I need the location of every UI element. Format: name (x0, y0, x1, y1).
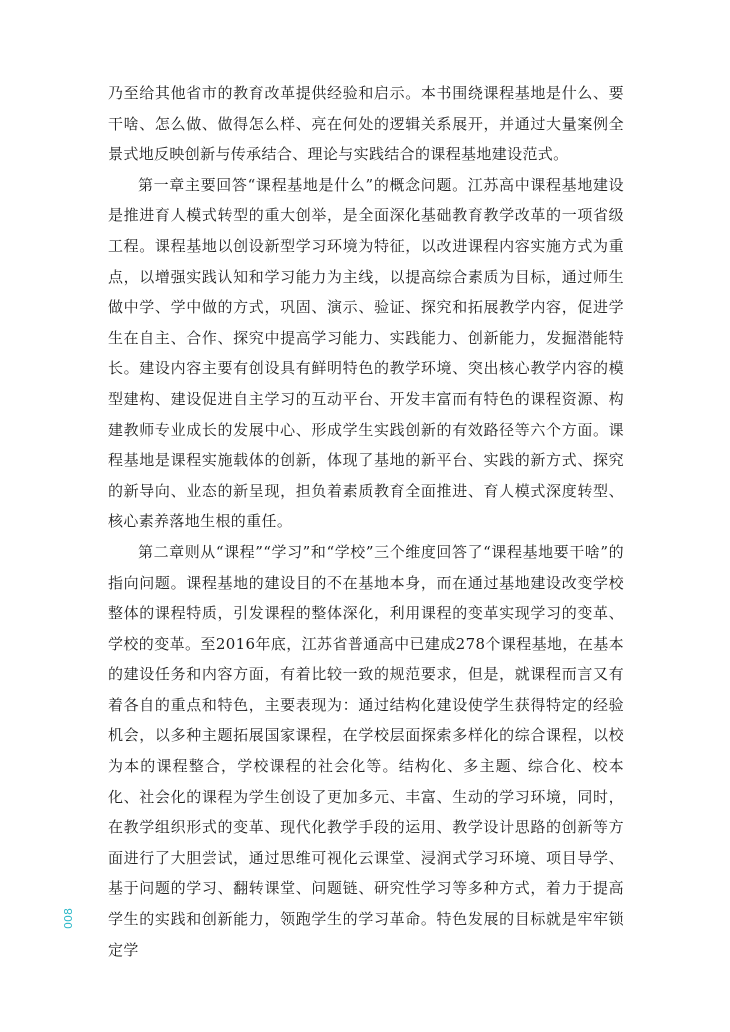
paragraph-chapter-two: 第二章则从“课程”“学习”和“学校”三个维度回答了“课程基地要干啥”的指向问题。课程基地的建设目的不在基地本身，而在通过基地建设改变学校整体的课程特质，引发课程的整体深化，利用课程的变革实现学习的变革、学校的变革。至2016年底，江苏省普通高中已建成278个课程基地，在基本的建设任务和内容方面，有着比较一致的规范要求，但是，就课程而言又有着各自的重点和特色，主要表现为：通过结构化建设使学生获得特定的经验机会，以多种主题拓展国家课程，在学校层面探索多样化的综合课程，以校为本的课程整合，学校课程的社会化等。结构化、多主题、综合化、校本化、社会化的课程为学生创设了更加多元、丰富、生动的学习环境，同时，在教学组织形式的变革、现代化教学手段的运用、教学设计思路的创新等方面进行了大胆尝试，通过思维可视化云课堂、浸润式学习环境、项目导学、基于问题的学习、翻转课堂、问题链、研究性学习等多种方式，着力于提高学生的实践和创新能力，领跑学生的学习革命。特色发展的目标就是牢牢锁定学 (108, 542, 624, 959)
paragraph-intro-continuation: 乃至给其他省市的教育改革提供经验和启示。本书围绕课程基地是什么、要干啥、怎么做、做得怎么样、亮在何处的逻辑关系展开，并通过大量案例全景式地反映创新与传承结合、理论与实践结合的课程基地建设范式。 (108, 84, 624, 164)
paragraph-chapter-one: 第一章主要回答“课程基地是什么”的概念问题。江苏高中课程基地建设是推进育人模式转型的重大创举，是全面深化基础教育教学改革的一项省级工程。课程基地以创设新型学习环境为特征，以改进课程内容实施方式为重点，以增强实践认知和学习能力为主线，以提高综合素质为目标，通过师生做中学、学中做的方式，巩固、演示、验证、探究和拓展教学内容，促进学生在自主、合作、探究中提高学习能力、实践能力、创新能力，发掘潜能特长。建设内容主要有创设具有鲜明特色的教学环境、突出核心教学内容的模型建构、建设促进自主学习的互动平台、开发丰富而有特色的课程资源、构建教师专业成长的发展中心、形成学生实践创新的有效路径等六个方面。课程基地是课程实施载体的创新，体现了基地的新平台、实践的新方式、探究的新导向、业态的新呈现，担负着素质教育全面推进、育人模式深度转型、核心素养落地生根的重任。 (108, 175, 624, 531)
page-body-text (108, 78, 624, 965)
page-number: 008 (62, 908, 75, 930)
